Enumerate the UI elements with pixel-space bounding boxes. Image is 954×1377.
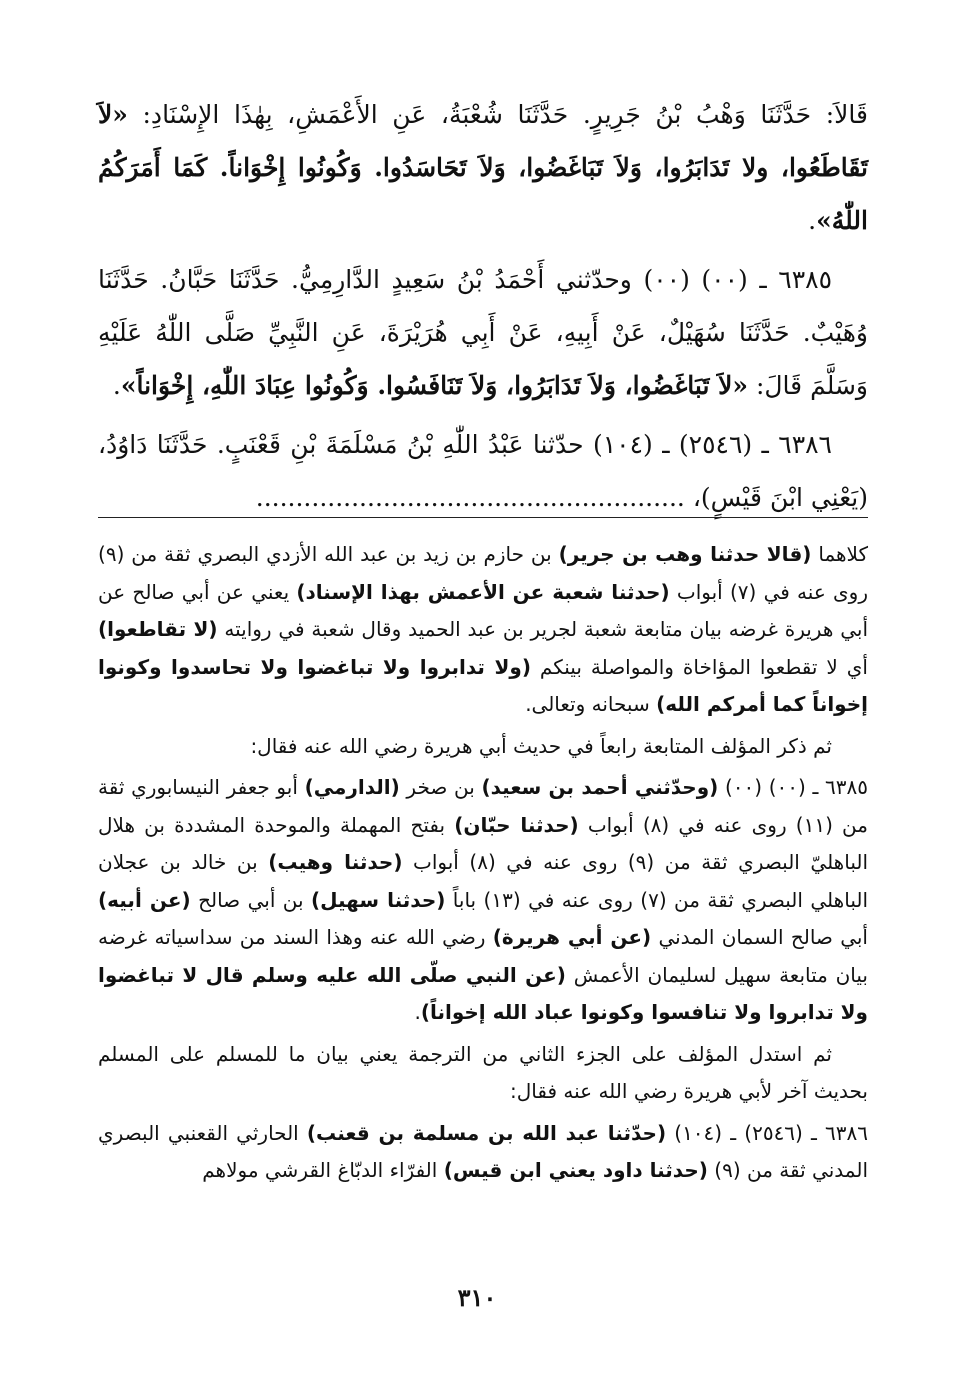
commentary-paragraph xyxy=(98,1115,868,1190)
hadith-paragraph xyxy=(98,418,868,524)
quoted-text: (لا تقاطعوا) xyxy=(98,617,218,641)
quoted-text: (عن أبي هريرة) xyxy=(492,925,652,949)
text-span: . xyxy=(112,371,121,400)
quoted-text: (قالا حدثنا وهب بن جرير) xyxy=(558,542,812,566)
quoted-text: (حدثنا سهيل) xyxy=(311,887,446,912)
quoted-text: (عن أبيه) xyxy=(98,887,191,912)
quoted-text: (ولا تدابروا ولا تباغضوا ولا تحاسدوا وكونوا إخواناً كما أمركم الله) xyxy=(98,654,868,716)
quoted-text: (حدثنا حبّان) xyxy=(454,812,579,837)
quoted-text: (وحدّثني أحمد بن سعيد) xyxy=(481,775,719,799)
text-span: سبحانه وتعالى. xyxy=(525,692,657,716)
hadith-matn: «لاَ تَقَاطَعُوا، ولا تَدَابَرُوا، وَلاَ تَبَاغَضُوا، وَلاَ تَحَاسَدُوا. وَكُونُوا إِخْوَاناً. كَمَا أَمَرَكُمُ اللّٰهُ» xyxy=(98,100,868,235)
hadith-text xyxy=(98,88,868,530)
text-span: ٦٣٨٦ ـ (٢٥٤٦) ـ (١٠٤) xyxy=(666,1120,868,1145)
text-span: يعني عن أبي صالح عن أبي هريرة غرضه بيان متابعة شعبة لجرير بن عبد الحميد وقال شعبة في روايته xyxy=(98,579,868,641)
quoted-text: (حدثنا داود يعني ابن قيس) xyxy=(443,1158,708,1182)
page-number: ٣١٠ xyxy=(457,1283,497,1312)
text-span: ٦٣٨٥ ـ (٠٠) (٠٠) وحدّثني أَحْمَدُ بْنُ سَعِيدٍ الدَّارِمِيُّ. حَدَّثَنَا حَبَّانُ. حَدَّثَنَا وُهَيْبٌ. حَدَّثَنَا سُهَيْلٌ، عَنْ أَبِيهِ، عَنْ أَبِي هُرَيْرَةَ، عَنِ النَّبِيِّ صَلَّى اللّٰهُ عَلَيْهِ وَسَلَّمَ قَالَ: xyxy=(98,265,868,400)
commentary-paragraph xyxy=(98,769,868,1032)
text-span: . xyxy=(808,206,817,235)
commentary-paragraph xyxy=(98,1036,868,1111)
hadith-paragraph xyxy=(98,88,868,247)
text-span: أي لا تقطعوا المؤاخاة والمواصلة بينكم xyxy=(530,654,868,679)
text-span: بن صخر xyxy=(399,775,482,799)
quoted-text: (عن النبي صلّى الله عليه وسلم قال لا تباغضوا ولا تدابروا ولا تنافسوا وكونوا عباد الله إخواناً) xyxy=(98,962,868,1024)
text-span: ٦٣٨٥ ـ (٠٠) (٠٠) xyxy=(718,775,868,799)
commentary-paragraph xyxy=(98,536,868,724)
text-span: . xyxy=(414,1000,421,1024)
hadith-paragraph xyxy=(98,253,868,412)
quoted-text: (الدارمي) xyxy=(304,775,400,799)
text-span: رضي الله عنه وهذا السند من سداسياته غرضه بيان متابعة سهيل لسليمان الأعمش xyxy=(98,925,868,987)
text-span: بن حازم بن زيد بن عبد الله الأزدي البصري ثقة من (٩) روى عنه في (٧) أبواب xyxy=(98,542,868,604)
text-span: بن أبي صالح xyxy=(190,887,312,912)
text-span: كلاهما xyxy=(811,542,869,566)
text-span: ثم ذكر المؤلف المتابعة رابعاً في حديث أبي هريرة رضي الله عنه فقال: xyxy=(250,733,832,758)
text-span: بفتح المهملة والموحدة المشددة بن هلال الباهليّ البصري ثقة من (٩) روى عنه في (٨) أبواب xyxy=(98,812,869,874)
text-span: قَالاَ: حَدَّثَنَا وَهْبُ بْنُ جَرِيرٍ. حَدَّثَنَا شُعْبَةُ، عَنِ الأَعْمَشِ، بِهٰذَا الإِسْنَادِ: xyxy=(127,100,868,129)
commentary-paragraph xyxy=(98,728,868,766)
quoted-text: (حدّثنا عبد الله بن مسلمة بن قعنب) xyxy=(306,1120,667,1145)
separator-line xyxy=(98,517,868,518)
quoted-text: (حدثنا شعبة عن الأعمش بهذا الإسناد) xyxy=(296,579,670,604)
commentary-text xyxy=(98,536,868,1194)
text-span: ثم استدل المؤلف على الجزء الثاني من الترجمة يعني بيان ما للمسلم على المسلم بحديث آخر لأبي هريرة رضي الله عنه فقال: xyxy=(98,1041,868,1103)
hadith-matn: «لاَ تَبَاغَضُوا، وَلاَ تَدَابَرُوا، وَلاَ تَنَافَسُوا. وَكُونُوا عِبَادَ اللّٰهِ، إِخْوَاناً» xyxy=(120,371,749,400)
quoted-text: (حدثنا وهيب) xyxy=(268,850,403,874)
text-span: أبو جعفر النيسابوري ثقة من (١١) روى عنه في (٨) أبواب xyxy=(98,775,868,837)
text-span: ٦٣٨٦ ـ (٢٥٤٦) ـ (١٠٤) حدّثنا عَبْدُ اللّٰهِ بْنُ مَسْلَمَةَ بْنِ قَعْنَبٍ. حَدَّثَنَا دَاوُدُ، (يَعْنِي ابْنَ قَيْسٍ)، ...................................................... xyxy=(98,430,868,512)
text-span: الفرّاء الدبّاغ القرشي مولاهم xyxy=(202,1158,444,1182)
text-span: أبي صالح السمان المدني xyxy=(651,925,868,949)
text-span: بن خالد بن عجلان الباهلي البصري ثقة من (٧) روى عنه في (١٣) باباً xyxy=(98,850,869,912)
text-span: الحارثي القعنبي البصري المدني ثقة من (٩) xyxy=(98,1120,868,1182)
